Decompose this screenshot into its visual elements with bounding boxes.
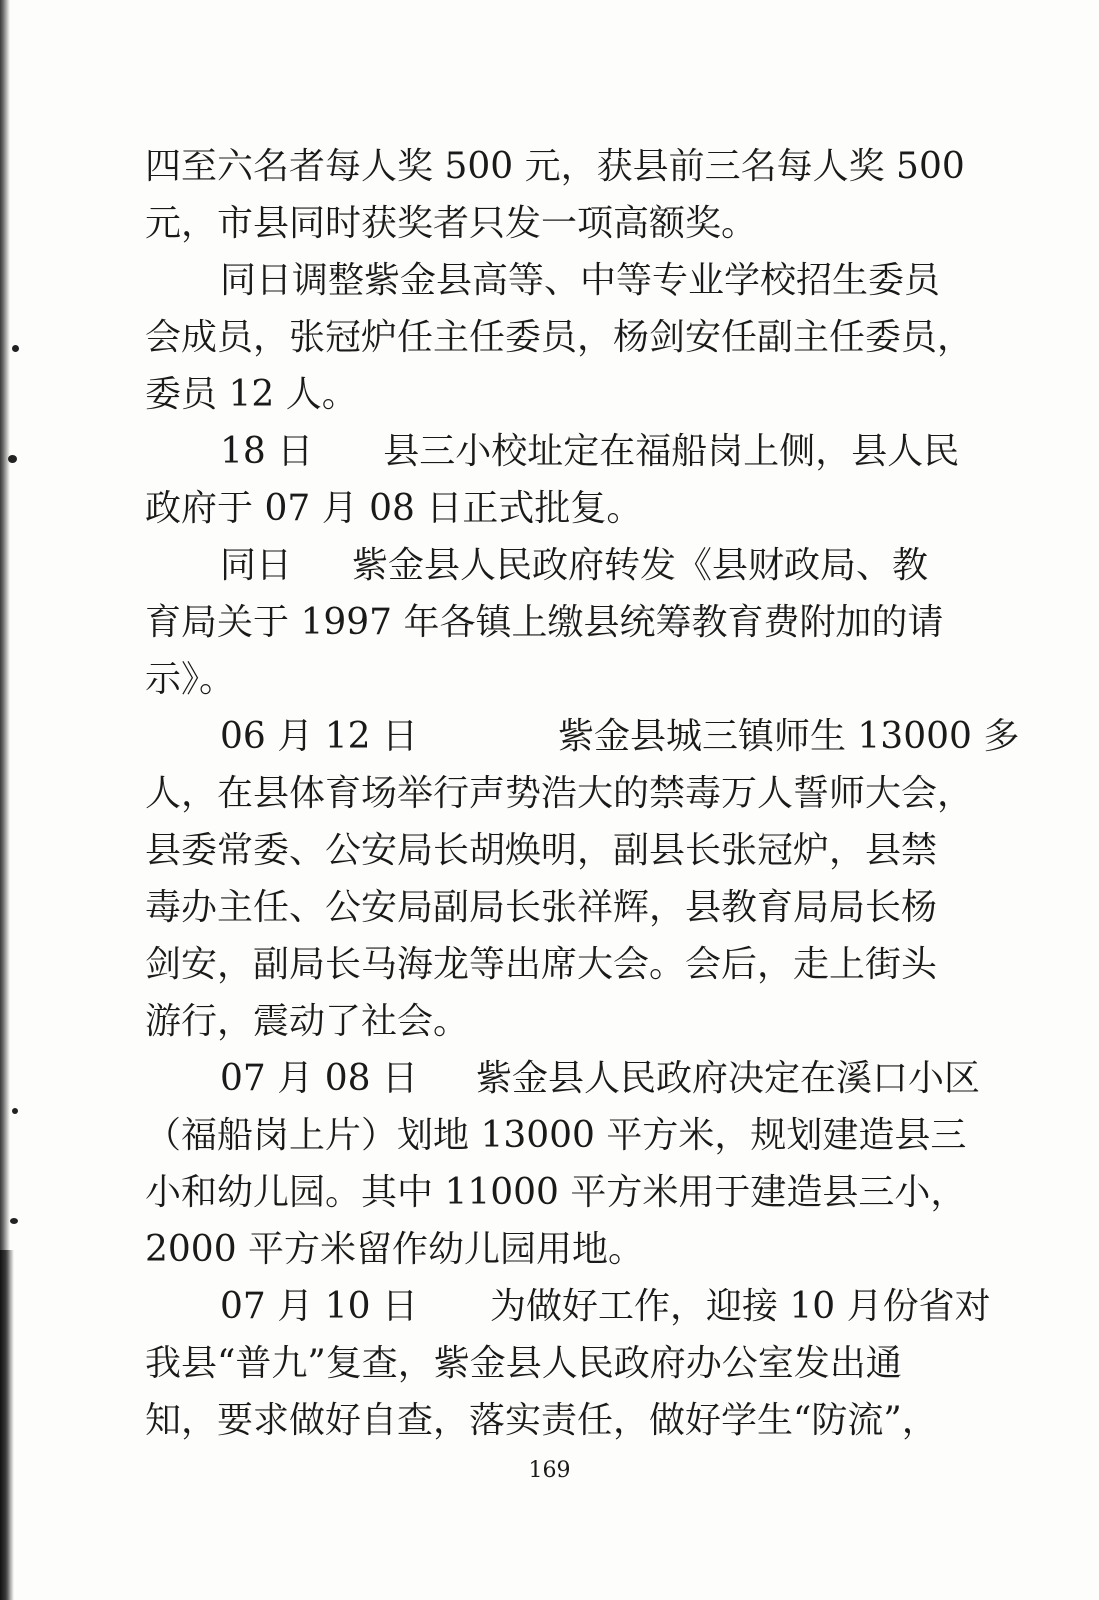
- text-line: 县委常委、公安局长胡焕明，副县长张冠炉，县禁: [145, 830, 938, 871]
- entry-date: 同日: [220, 545, 293, 586]
- entry-date: 07 月 10 日: [220, 1286, 418, 1327]
- entry-date: 18 日: [220, 431, 314, 472]
- text-line: 我县“普九”复查，紫金县人民政府办公室发出通: [145, 1343, 902, 1384]
- text-line: 会成员，张冠炉任主任委员，杨剑安任副主任委员，: [145, 317, 974, 358]
- text-line: 剑安，副局长马海龙等出席大会。会后，走上街头: [145, 944, 938, 985]
- page-number: 169: [528, 1458, 571, 1483]
- entry-text: 紫金县人民政府决定在溪口小区: [475, 1058, 980, 1099]
- entry-line: [145, 1050, 980, 1107]
- entry-line: [145, 537, 975, 594]
- text-line: 政府于 07 月 08 日正式批复。: [145, 488, 643, 529]
- entry-text: 县三小校址定在福船岗上侧，县人民: [383, 431, 960, 472]
- entry-line: [145, 1278, 991, 1335]
- text-line: 育局关于 1997 年各镇上缴县统筹教育费附加的请: [145, 602, 944, 643]
- scan-speck: [12, 1108, 18, 1114]
- text-line: 同日调整紫金县高等、中等专业学校招生委员: [220, 260, 941, 301]
- entry-line: [145, 423, 975, 480]
- text-line: 人，在县体育场举行声势浩大的禁毒万人誓师大会，: [145, 773, 974, 814]
- text-line: 元，市县同时获奖者只发一项高额奖。: [145, 203, 758, 244]
- text-line: 毒办主任、公安局副局长张祥辉，县教育局局长杨: [145, 887, 938, 928]
- text-line: 知，要求做好自查，落实责任，做好学生“防流”，: [145, 1400, 938, 1441]
- text-line: 2000 平方米留作幼儿园用地。: [145, 1229, 645, 1270]
- scan-speck: [8, 455, 17, 463]
- body-text: [145, 138, 1020, 1449]
- entry-date: 07 月 08 日: [220, 1058, 418, 1099]
- scan-speck: [10, 1218, 18, 1224]
- text-line: 示》。: [145, 659, 236, 700]
- entry-text: 为做好工作，迎接 10 月份省对: [489, 1286, 991, 1327]
- entry-date: 06 月 12 日: [220, 716, 418, 757]
- entry-text: 紫金县人民政府转发《县财政局、教: [352, 545, 929, 586]
- scan-speck: [12, 345, 19, 352]
- text-line: 游行，震动了社会。: [145, 1001, 470, 1042]
- text-line: 委员 12 人。: [145, 374, 358, 415]
- binding-edge-shadow-lower: [0, 1250, 14, 1600]
- text-line: 四至六名者每人奖 500 元，获县前三名每人奖 500: [145, 146, 965, 187]
- entry-text: 紫金县城三镇师生 13000 多: [557, 716, 1020, 757]
- entry-line: [145, 708, 1020, 765]
- text-line: 小和幼儿园。其中 11000 平方米用于建造县三小，: [145, 1172, 967, 1213]
- text-line: （福船岗上片）划地 13000 平方米，规划建造县三: [145, 1115, 967, 1156]
